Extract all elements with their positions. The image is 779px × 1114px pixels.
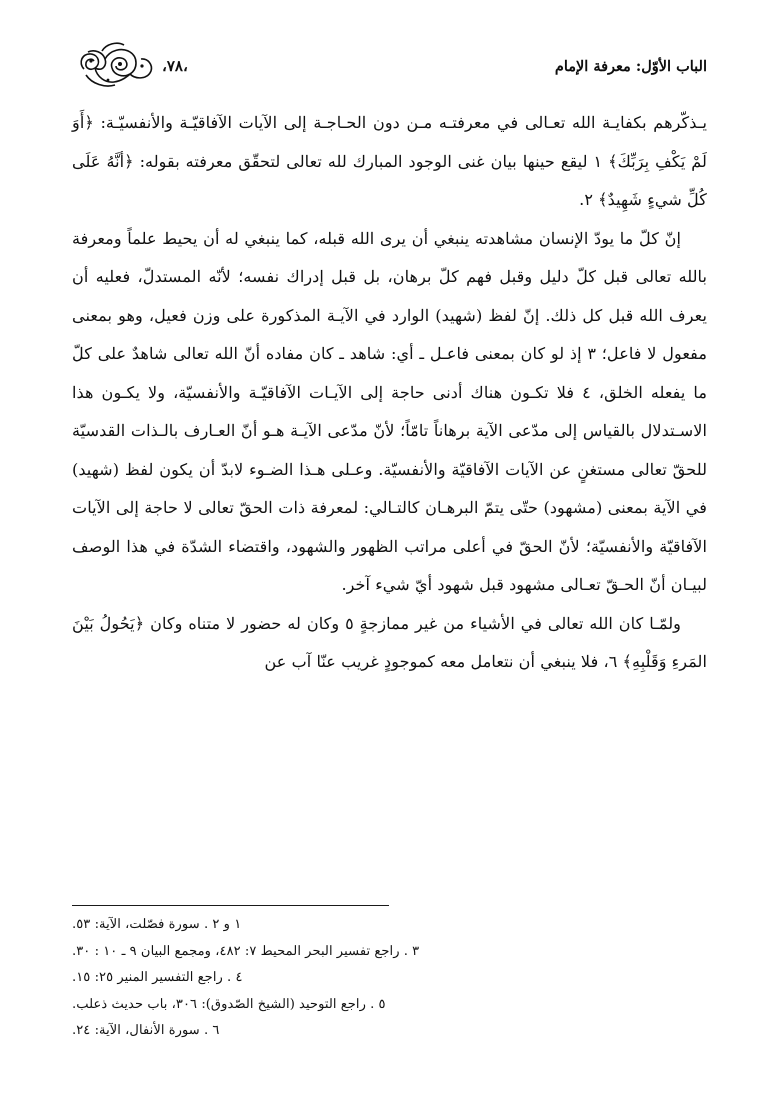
page-title: الباب الأوّل: معرفة الإمام [554, 57, 707, 75]
footnote-item: ٣ . راجع تفسير البحر المحيط ٧: ٤٨٢، ومجمع البيان ٩ ـ ١٠ : ٣٠. [72, 943, 420, 959]
floral-ornament-icon [72, 39, 156, 93]
footnote-item: ٤ . راجع التفسير المنير ٢٥: ١٥. [72, 970, 243, 985]
page-header [72, 38, 707, 94]
footnotes-block [72, 912, 707, 1045]
footnote-divider [72, 905, 389, 906]
page-number-close-bracket: ، [162, 57, 167, 75]
document-body [72, 104, 707, 682]
footnote-item: ٥ . راجع التوحيد (الشيخ الصّدوق): ٣٠٦، باب حديث ذعلب. [72, 996, 386, 1012]
page-number-value: ٧٨ [166, 57, 183, 75]
footnote-item: ١ و ٢ . سورة فصّلت، الآية: ٥٣. [72, 917, 242, 932]
page-number [162, 57, 188, 75]
header-right-group [72, 39, 188, 93]
paragraph-1: يـذكّرهم بكفايـة الله تعـالى في معرفتـه مـن دون الحـاجـة إلى الآيات الآفاقيّـة والأنفسيّـة: ﴿أَوَ لَمْ يَكْفِ بِرَبِّكَ﴾ ١ ليقع حينها بيان غنى الوجود المبارك لله تعالى لتحقّق معرفته بقوله: ﴿أنَّهُ عَلَى كُلِّ شيءٍ شَهِيدٌ﴾ ٢. [72, 113, 707, 209]
footnote-item: ٦ . سورة الأنفال، الآية: ٢٤. [72, 1023, 220, 1038]
paragraph-3: ولمّـا كان الله تعالى في الأشياء من غير ممازجةٍ ٥ وكان له حضور لا متناه وكان ﴿يَحُولُ بَيْنَ المَرءِ وَقَلْبِهِ﴾ ٦، فلا ينبغي أن نتعامل معه كموجودٍ غريب عنّا آب عن [72, 613, 707, 671]
paragraph-2: إنّ كلّ ما يودّ الإنسان مشاهدته ينبغي أن يرى الله قبله، كما ينبغي له أن يحيط علماً ومعرفة بالله تعالى قبل كلّ دليل وقبل فهم كلّ برهان، بل قبل إدراك نفسه؛ لأنّه المستدلّ، فعليه أن يعرف الله قبل كل ذلك. إنّ لفظ (شهيد) الوارد في الآيـة المذكورة على وزن فعيل، وهو بمعنى مفعول لا فاعل؛ ٣ إذ لو كان بمعنى فاعـل ـ أي: شاهد ـ كان مفاده أنّ الله تعالى شاهدٌ على كلّ ما يفعله الخلق، ٤ فلا تكـون هناك أدنى حاجة إلى الآيـات الآفاقيّـة والأنفسيّة، ولا يكـون هذا الاسـتدلال بالقياس إلى مدّعى الآية برهاناً تامّاً؛ لأنّ مدّعى الآيـة هـو أنّ العـارف بالـذات القدسيّة للحقّ تعالى مستغنٍ عن الآيات الآفاقيّة والأنفسيّة. وعـلى هـذا الضـوء لابدّ أن يكون لفظ (شهيد) في الآية بمعنى (مشهود) حتّى يتمّ البرهـان كالتـالي: لمعرفة ذات الحقّ تعالى لا حاجة إلى الآيات الآفاقيّة والأنفسيّة؛ لأنّ الحقّ في أعلى مراتب الظهور والشهود، واقتضاء الشدّة في هذا الوصف لبيـان أنّ الحـقّ تعـالى مشهود قبل شهود أيّ شيء آخر. [72, 228, 707, 594]
page-number-open-bracket: ، [182, 57, 188, 75]
